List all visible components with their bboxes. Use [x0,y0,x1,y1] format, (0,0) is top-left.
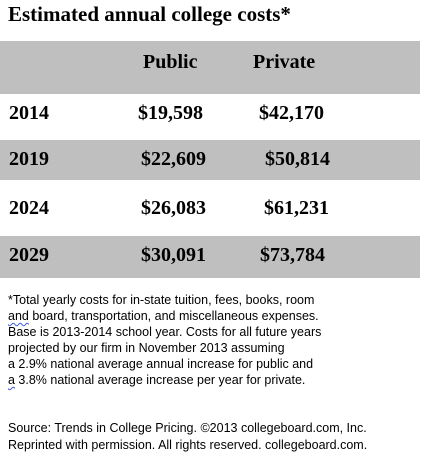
footnote-line [8,308,420,324]
row-year: 2024 [9,197,49,219]
spellcheck-word: a [8,373,15,387]
row-year: 2029 [9,244,49,266]
header-private: Private [253,51,316,73]
header-public: Public [143,51,198,73]
footnote-line: projected by our firm in November 2013 assuming [8,341,285,355]
table-row [0,140,420,180]
row-public-cost: $26,083 [141,197,206,219]
footnote-line: a 2.9% national average annual increase for public and [8,357,314,371]
row-private-cost: $50,814 [265,148,330,170]
footnote-line-text: 3.8% national average increase per year for private. [14,373,306,387]
source-note [8,420,420,454]
table-row [0,236,420,278]
source-line: Reprinted with permission. All rights reserved. collegeboard.com. [8,438,368,452]
row-private-cost: $73,784 [260,244,325,266]
row-public-cost: $19,598 [138,102,203,124]
row-year: 2019 [9,148,49,170]
row-year: 2014 [9,102,49,124]
row-private-cost: $61,231 [264,197,329,219]
page-title: Estimated annual college costs* [8,2,291,26]
footnote-line: Base is 2013-2014 school year. Costs for all future years [8,325,322,339]
table-row [0,94,420,140]
source-line: Source: Trends in College Pricing. ©2013 collegeboard.com, Inc. [8,421,367,435]
footnote [8,292,420,388]
footnote-line [8,372,420,388]
table-header-row [0,41,420,94]
footnote-line: *Total yearly costs for in-state tuition, fees, books, room [8,293,315,307]
row-private-cost: $42,170 [259,102,324,124]
row-public-cost: $22,609 [141,148,206,170]
spellcheck-word: and [8,309,29,323]
row-public-cost: $30,091 [141,244,206,266]
footnote-line-text: board, transportation, and miscellaneous expenses. [28,309,319,323]
table-row [0,180,420,236]
